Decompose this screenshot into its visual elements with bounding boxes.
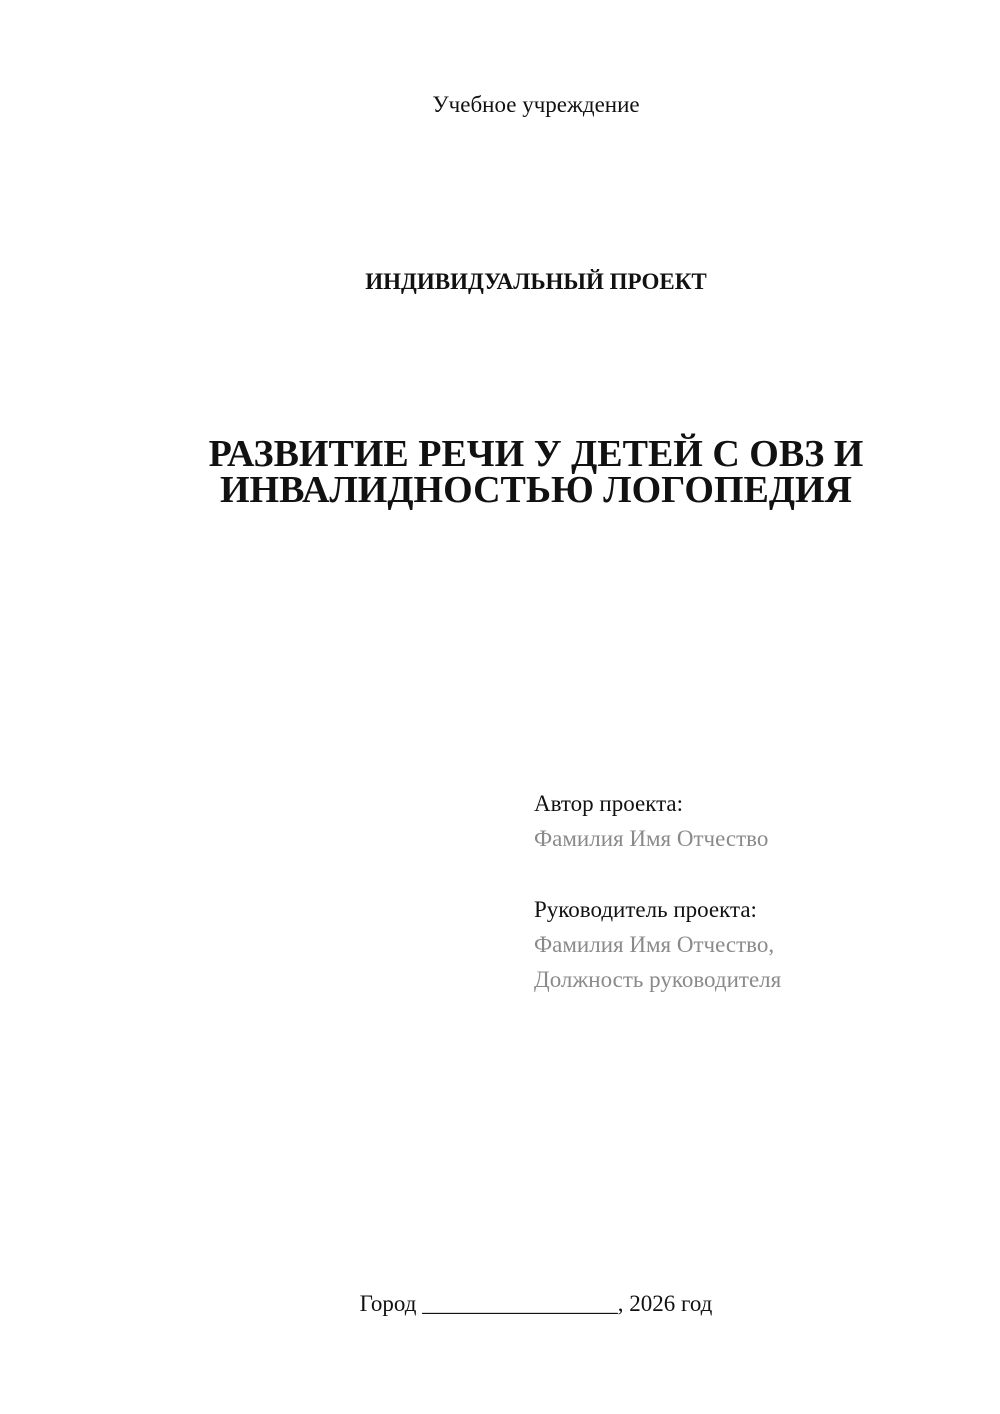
supervisor-position: Должность руководителя	[534, 967, 782, 992]
institution-name: Учебное учреждение	[432, 92, 640, 117]
credits-spacer	[534, 856, 974, 892]
credits-block	[534, 786, 974, 997]
project-title	[170, 433, 902, 511]
author-label: Автор проекта:	[534, 791, 683, 816]
author-block	[534, 786, 974, 856]
supervisor-name: Фамилия Имя Отчество,	[534, 932, 775, 957]
document-type: ИНДИВИДУАЛЬНЫЙ ПРОЕКТ	[365, 269, 707, 294]
project-title-line-2: ИНВАЛИДНОСТЬЮ ЛОГОПЕДИЯ	[219, 469, 852, 511]
supervisor-label: Руководитель проекта:	[534, 897, 757, 922]
supervisor-block	[534, 892, 974, 997]
project-title-line-1: РАЗВИТИЕ РЕЧИ У ДЕТЕЙ С ОВЗ И	[208, 433, 864, 475]
author-name: Фамилия Имя Отчество	[534, 826, 769, 851]
city-year-line: Город _________________, 2026 год	[359, 1291, 713, 1316]
